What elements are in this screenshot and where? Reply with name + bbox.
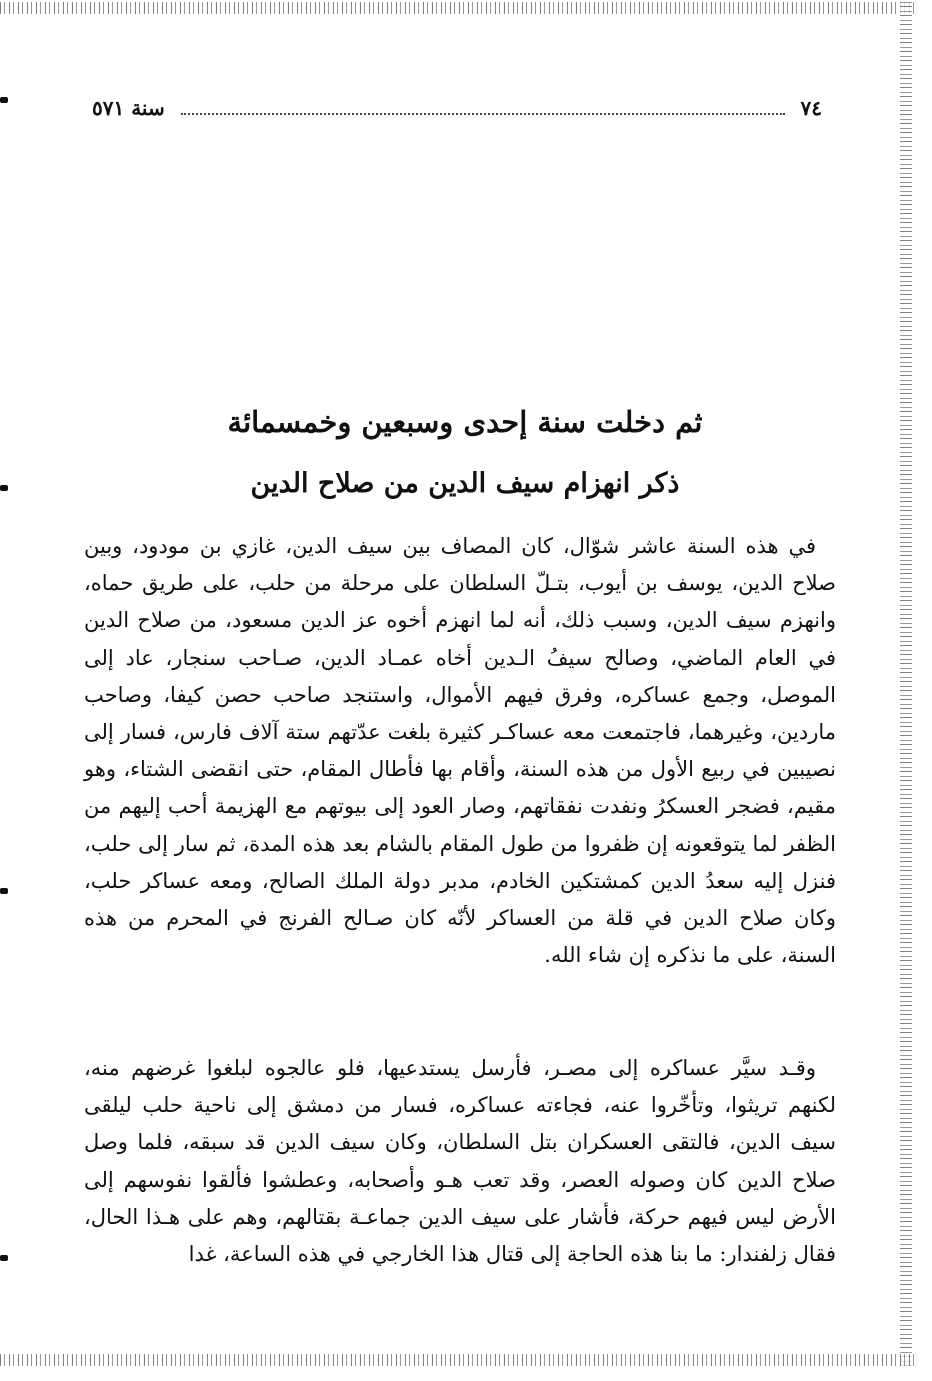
- ornamental-border-top: [0, 2, 915, 14]
- ornamental-border-right: [900, 2, 912, 1366]
- ornamental-border-bottom: [0, 1354, 915, 1366]
- body-paragraph-1: [84, 528, 836, 974]
- paragraph-text: وقـد سيَّر عساكره إلى مصـر، فأرسل يستدعيها، فلو عالجوه لبلغوا غرضهم منه، لكنهم تريثوا، وتأخّروا عنه، فجاءته عساكره، فسار من دمشق إلى ناحية حلب ليلقى سيف الدين، فالتقى العسكران بتل السلطان، وكان سيف الدين قد سبقه، فلما وصل صلاح الدين كان وصوله العصر، وقد تعب هـو وأصحابه، وعطشوا فألقوا نفوسهم إلى الأرض ليس فيهم حركة، فأشار على سيف الدين جماعـة بقتالهم، وهم على هـذا الحال، فقال زلفندار: ما بنا هذه الحاجة إلى قتال هذا الخارجي في هذه الساعة، غدا: [84, 1056, 836, 1267]
- year-heading: ثم دخلت سنة إحدى وسبعين وخمسمائة: [227, 405, 703, 439]
- body-paragraph-2: [84, 1050, 836, 1273]
- page-number: ٧٤: [800, 96, 822, 120]
- running-header: [92, 96, 822, 126]
- header-year-label: سنة ٥٧١: [92, 96, 165, 120]
- section-heading: ذكر انهزام سيف الدين من صلاح الدين: [250, 468, 680, 499]
- binding-mark: [0, 97, 8, 103]
- binding-mark: [0, 485, 8, 491]
- binding-mark: [0, 888, 8, 894]
- paragraph-text: في هذه السنة عاشر شوّال، كان المصاف بين سيف الدين، غازي بن مودود، وبين صلاح الدين، يوسف بن أيوب، بتـلّ السلطان على مرحلة من حلب، على طريق حماه، وانهزم سيف الدين، وسبب ذلك، أنه لما انهزم أخوه عز الدين مسعود، من صلاح الدين في العام الماضي، وصالح سيفُ الـدين أخاه عمـاد الدين، صـاحب سنجار، عاد إلى الموصل، وجمع عساكره، وفرق فيهم الأموال، واستنجد صاحب حصن كيفا، وصاحب ماردين، وغيرهما، فاجتمعت معه عساكـر كثيرة بلغت عدّتهم ستة آلاف فارس، فسار إلى نصيبين في ربيع الأول من هذه السنة، وأقام بها فأطال المقام، حتى انقضى الشتاء، وهو مقيم، فضجر العسكرُ ونفدت نفقاتهم، وصار العود إلى بيوتهم مع الهزيمة أحب إليهم من الظفر لما يتوقعونه إن ظفروا من طول المقام بالشام بعد هذه المدة، ثم سار إلى حلب، فنزل إليه سعدُ الدين كمشتكين الخادم، مدبر دولة الملك الصالح، ومعه عساكر حلب، وكان صلاح الدين في قلة من العساكر لأنّه كان صـالح الفرنج في المحرم من هذه السنة، على ما نذكره إن شاء الله.: [84, 534, 836, 968]
- header-dotted-leader: [181, 99, 785, 115]
- binding-mark: [0, 1255, 8, 1261]
